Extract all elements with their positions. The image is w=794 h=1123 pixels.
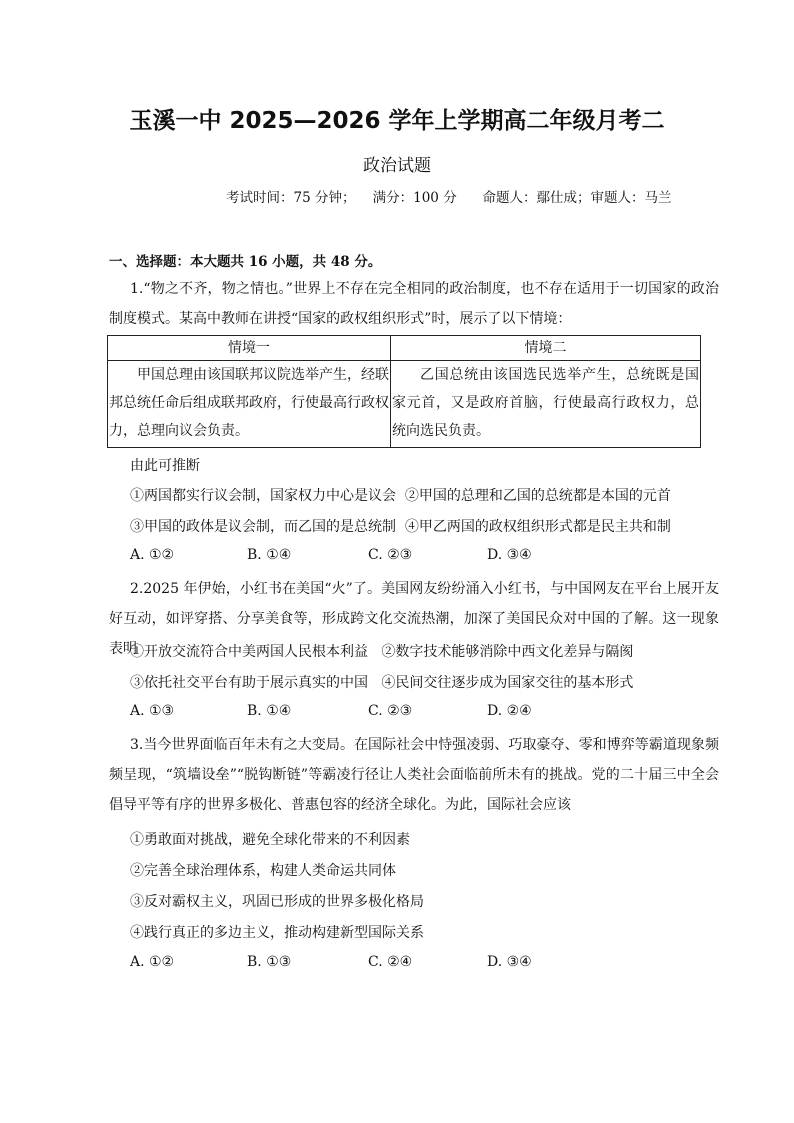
question-1-scenario-table bbox=[107, 335, 701, 448]
question-1-options-row-2: ③甲国的政体是议会制，而乙国的是总统制 ④甲乙两国的政权组织形式都是民主共和制 bbox=[130, 519, 671, 535]
question-1-choices bbox=[130, 547, 690, 567]
table-header-scenario-1: 情境一 bbox=[108, 336, 391, 361]
question-2-options-row-2: ③依托社交平台有助于展示真实的中国 ④民间交往逐步成为国家交往的基本形式 bbox=[130, 675, 634, 691]
question-3-option-4: ④践行真正的多边主义，推动构建新型国际关系 bbox=[130, 925, 424, 941]
choice-a: A. ①② bbox=[130, 954, 175, 970]
question-3-stem: 3.当今世界面临百年未有之大变局。在国际社会中恃强凌弱、巧取豪夺、零和博弈等霸道现象频频呈现，“筑墙设垒”“脱钩断链”等霸凌行径让人类社会面临前所未有的挑战。党的二十届三中全会倡导平等有序的世界多极化、普惠包容的经济全球化。为此，国际社会应该 bbox=[109, 737, 719, 813]
question-3-option-1: ①勇敢面对挑战，避免全球化带来的不利因素 bbox=[130, 832, 410, 848]
choice-d: D. ③④ bbox=[487, 954, 532, 970]
choice-a: A. ①③ bbox=[130, 703, 175, 719]
question-2-options-row-1: ①开放交流符合中美两国人民根本利益 ②数字技术能够消除中西文化差异与隔阂 bbox=[130, 644, 634, 660]
exam-subject: 政治试题 bbox=[363, 156, 431, 176]
choice-b: B. ①④ bbox=[247, 703, 292, 719]
question-3-choices bbox=[130, 954, 690, 974]
choice-d: D. ③④ bbox=[487, 547, 532, 563]
choice-c: C. ②④ bbox=[368, 954, 413, 970]
question-2-choices bbox=[130, 703, 690, 723]
question-3-option-2: ②完善全球治理体系，构建人类命运共同体 bbox=[130, 863, 396, 879]
exam-info: 考试时间：75 分钟； 满分：100 分 命题人：鄢仕成；审题人：马兰 bbox=[226, 190, 672, 206]
table-cell-scenario-1: 甲国总理由该国联邦议院选举产生，经联邦总统任命后组成联邦政府，行使最高行政权力，总理向议会负责。 bbox=[108, 361, 391, 448]
question-1-lead: 由此可推断 bbox=[130, 458, 200, 474]
section-heading: 一、选择题：本大题共 16 小题，共 48 分。 bbox=[109, 254, 382, 270]
choice-b: B. ①③ bbox=[247, 954, 292, 970]
question-1-options-row-1: ①两国都实行议会制，国家权力中心是议会 ②甲国的总理和乙国的总统都是本国的元首 bbox=[130, 488, 671, 504]
table-cell-scenario-2: 乙国总统由该国选民选举产生，总统既是国家元首，又是政府首脑，行使最高行政权力，总统向选民负责。 bbox=[391, 361, 701, 448]
choice-c: C. ②③ bbox=[368, 703, 413, 719]
table-header-scenario-2: 情境二 bbox=[391, 336, 701, 361]
choice-d: D. ②④ bbox=[487, 703, 532, 719]
question-3-option-3: ③反对霸权主义，巩固已形成的世界多极化格局 bbox=[130, 894, 424, 910]
exam-title: 玉溪一中 2025—2026 学年上学期高二年级月考二 bbox=[129, 108, 665, 134]
choice-c: C. ②③ bbox=[368, 547, 413, 563]
choice-a: A. ①② bbox=[130, 547, 175, 563]
question-1-stem: 1.“物之不齐，物之情也。”世界上不存在完全相同的政治制度，也不存在适用于一切国家的政治制度模式。某高中教师在讲授“国家的政权组织形式”时，展示了以下情境： bbox=[109, 281, 719, 327]
question-2-stem: 2.2025 年伊始，小红书在美国“火”了。美国网友纷纷涌入小红书，与中国网友在平台上展开友好互动，如评穿搭、分享美食等，形成跨文化交流热潮，加深了美国民众对中国的了解。这一现象表明 bbox=[109, 581, 719, 657]
choice-b: B. ①④ bbox=[247, 547, 292, 563]
